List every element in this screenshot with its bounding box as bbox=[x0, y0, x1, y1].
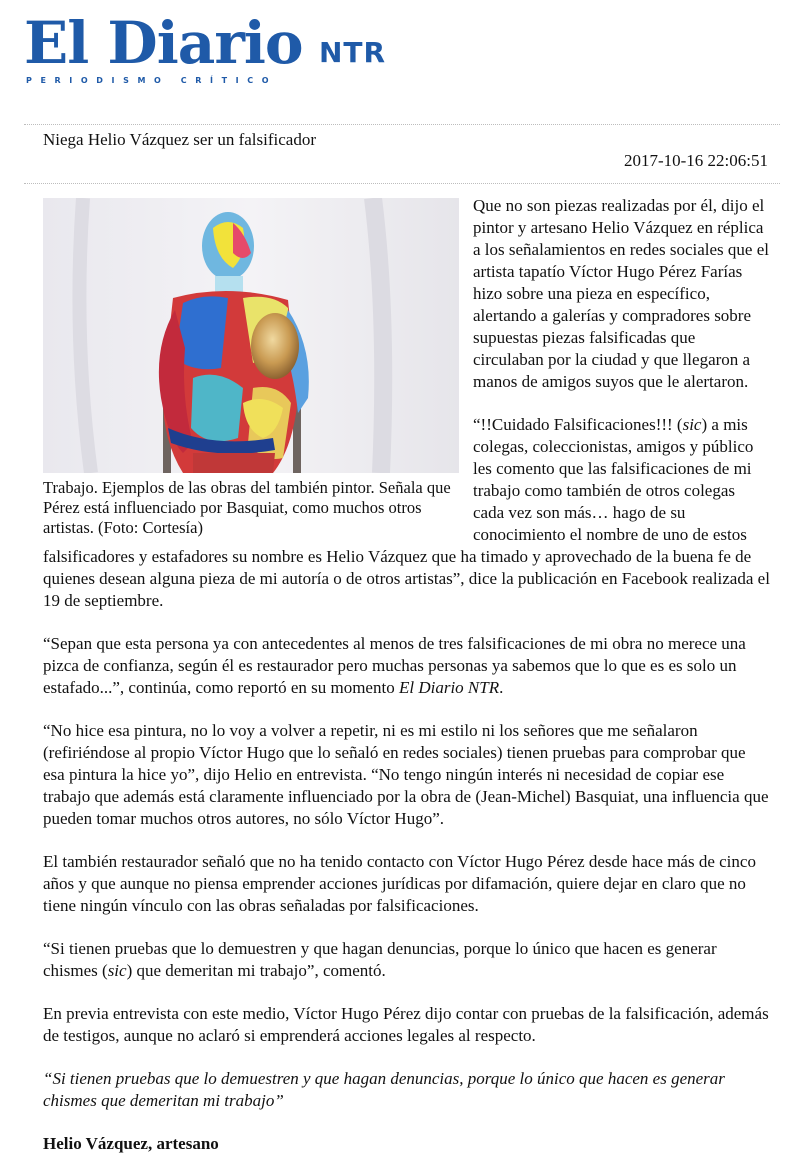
top-divider bbox=[24, 124, 780, 125]
paragraph-3-text-a: “Sepan que esta persona ya con antecedentes al menos de tres falsificaciones de mi obra no merece una pizca de confianza, según él es restaurador pero muchas personas ya sabemos que lo que es es solo un estafado...”, continúa, como reportó en su momento bbox=[43, 634, 746, 697]
article-figure bbox=[43, 198, 463, 538]
article-headline: Niega Helio Vázquez ser un falsificador bbox=[43, 130, 316, 149]
paragraph-3-text-b: . bbox=[499, 678, 504, 697]
paragraph-2-text-a: “!!Cuidado Falsificaciones!!! ( bbox=[473, 415, 683, 434]
paragraph-5: El también restaurador señaló que no ha tenido contacto con Víctor Hugo Pérez desde hace más de cinco años y que aunque no piensa emprender acciones jurídicas por difamación, quiere dejar en claro que no tiene ningún vínculo con las obras señaladas por falsificaciones. bbox=[43, 852, 756, 915]
paragraph-6 bbox=[43, 938, 770, 982]
logo-wordmark: El Diario bbox=[24, 9, 303, 77]
paragraph-6-text-a: “Si tienen pruebas que lo demuestren y que hagan denuncias, porque lo único que hacen es generar chismes ( bbox=[43, 939, 717, 980]
paragraph-7: En previa entrevista con este medio, Víctor Hugo Pérez dijo contar con pruebas de la falsificación, además de testigos, aunque no aclaró si emprenderá acciones legales al respecto. bbox=[43, 1004, 769, 1045]
logo-ntr: NTR bbox=[319, 36, 387, 69]
paragraph-4: “No hice esa pintura, no lo voy a volver a repetir, ni es mi estilo ni los señores que me señalaron (refiriéndose al propio Víctor Hugo que lo señaló en redes sociales) tienen pruebas para comprobar que esa pintura la hice yo”, dijo Helio en entrevista. “No tengo ningún interés ni necesidad de copiar ese trabajo que además está claramente influenciado por la obra de (Jean-Michel) Basquiat, una influencia que pueden tomar muchos otros autores, no sólo Víctor Hugo”. bbox=[43, 721, 769, 828]
paragraph-6-text-b: ) que demeritan mi trabajo”, comentó. bbox=[126, 961, 386, 980]
masthead-logo[interactable] bbox=[24, 10, 424, 90]
paragraph-2-text-b: ) a mis colegas, coleccionistas, amigos y público les comento que las falsificaciones de mi trabajo como también de otros colegas cada vez son más… hago de su conocimiento el nombre de uno de estos falsificadores y estafadores su nombre es Helio Vázquez que ha timado y aprovechado de la buena fe de quienes desean alguna pieza de mi autoría o de otros artistas”, dice la publicación en Facebook realizada el 19 de septiembre. bbox=[43, 415, 770, 610]
pull-quote: “Si tienen pruebas que lo demuestren y que hagan denuncias, porque lo único que hacen es generar chismes que demeritan mi trabajo” bbox=[43, 1069, 725, 1110]
paragraph-3 bbox=[43, 633, 770, 699]
logo-tagline: PERIODISMO CRÍTICO bbox=[26, 76, 278, 85]
paragraph-1: Que no son piezas realizadas por él, dijo el pintor y artesano Helio Vázquez en réplica a los señalamientos en redes sociales que el artista tapatío Víctor Hugo Pérez Farías hizo sobre una pieza en específico, alertando a galerías y compradores sobre supuestas piezas falsificadas que circulaban por la ciudad y que llegaron a manos de amigos suyos que le alertaron. bbox=[473, 196, 769, 391]
article-timestamp: 2017-10-16 22:06:51 bbox=[623, 151, 768, 170]
sculpture-photo bbox=[43, 198, 459, 473]
paragraph-2-sic: sic bbox=[682, 415, 702, 434]
quote-byline: Helio Vázquez, artesano bbox=[43, 1134, 219, 1153]
photo-caption: Trabajo. Ejemplos de las obras del también pintor. Señala que Pérez está influenciado por Basquiat, como muchos otros artistas. (Foto: Cortesía) bbox=[43, 478, 451, 537]
paragraph-6-sic: sic bbox=[107, 961, 127, 980]
article-body bbox=[43, 198, 770, 1176]
paragraph-3-publication: El Diario NTR bbox=[398, 678, 500, 697]
headline-divider bbox=[24, 183, 780, 184]
